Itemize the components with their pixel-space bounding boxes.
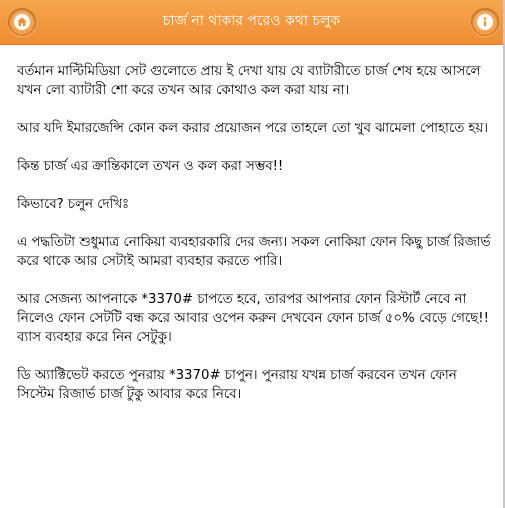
info-button[interactable] (471, 8, 499, 36)
page-title: চার্জ না থাকার পরেও কথা চলুক (162, 13, 341, 29)
header-bar (0, 0, 503, 45)
info-icon (477, 14, 493, 30)
article-paragraph: আর যদি ইমারজেন্সি কোন কল করার প্রয়োজন পরে তাহলে তো খুব ঝামেলা পোহাতে হয়। (17, 121, 489, 136)
article-paragraph: কিন্ত চার্জ এর ক্রান্তিকালে তখন ও কল করা সম্ভব!! (17, 159, 284, 174)
article-paragraph: আর সেজন্য আপনাকে *3370# চাপতে হবে, তারপর আপনার ফোন রিস্টার্ট নেবে না নিলেও ফোন সেটটি বন্ধ করে আবার ওপেন করুন দেখবেন ফোন চার্জ ৫০% বেড়ে গেছে!! ব্যাস ব্যবহার করে নিন সেটুকু। (17, 292, 489, 345)
article-paragraph: এ পদ্ধতিটা শুধুমাত্র নোকিয়া ব্যবহারকারি দের জন্য। সকল নোকিয়া ফোন কিছু চার্জ রিজার্ভ করে থাকে আর সেটাই আমরা ব্যবহার করতে পারি। (17, 235, 491, 269)
article-body (17, 62, 495, 423)
article-paragraph: ডি অ্যাক্টিভেট করতে পুনরায় *3370# চাপুন। পুনরায় যখন্ন চার্জ করবেন তখন ফোন সিস্টেম রিজার্ভ চার্জ টুকু আবার করে নিবে। (17, 368, 457, 402)
article-paragraph: বর্তমান মাল্টিমিডিয়া সেট গুলোতে প্রায় ই দেখা যায় যে ব্যাটারীতে চার্জ শেষ হয়ে আসলে যখন লো ব্যাটারী শো করে তখন আর কোথাও কল করা যায় না। (17, 64, 481, 98)
article-paragraph: কিভাবে? চলুন দেখিঃ (17, 197, 130, 212)
